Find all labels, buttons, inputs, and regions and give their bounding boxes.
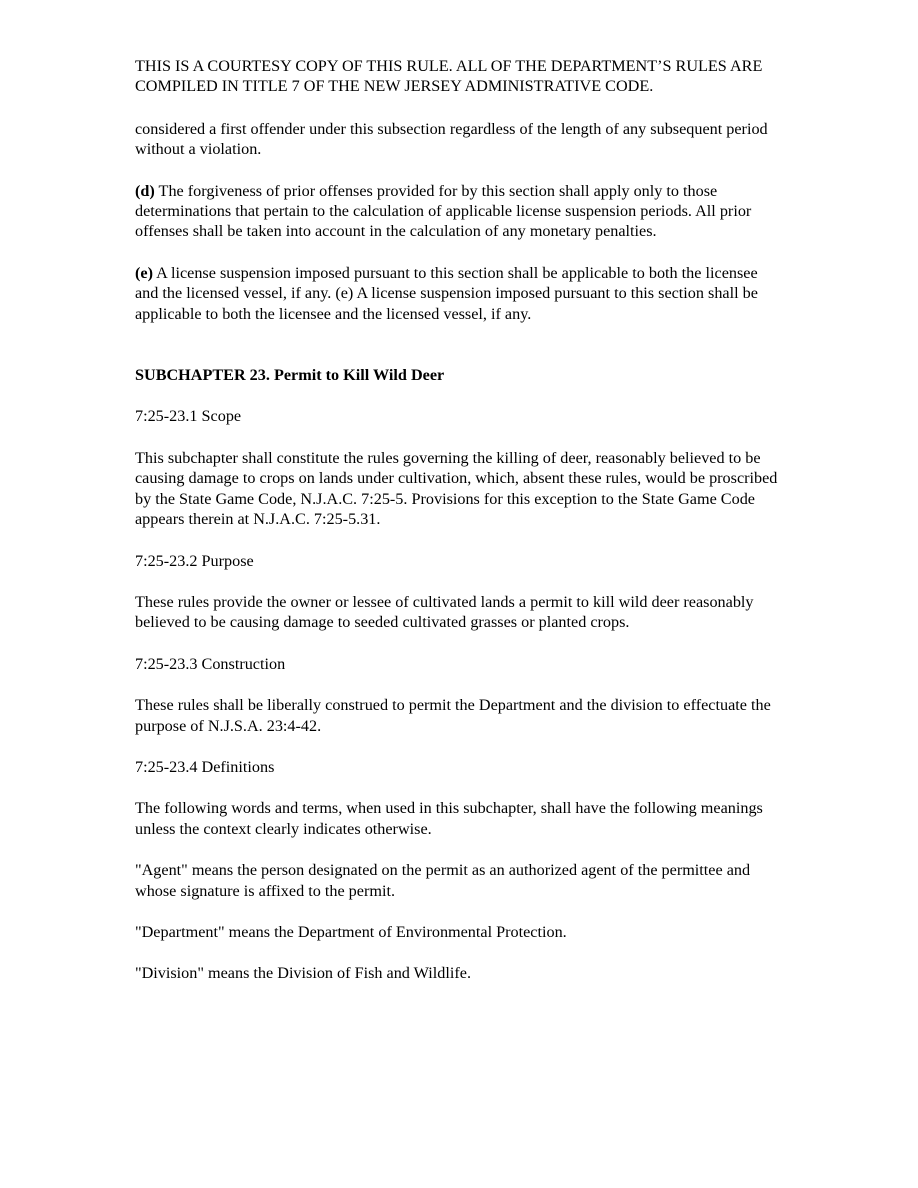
section-heading-scope: 7:25-23.1 Scope [135, 407, 242, 426]
definition-division: "Division" means the Division of Fish and Wildlife. [135, 964, 471, 983]
courtesy-copy-notice: THIS IS A COURTESY COPY OF THIS RULE. ALL OF THE DEPARTMENT’S RULES ARE COMPILED IN TITLE 7 OF THE NEW JERSEY ADMINISTRATIVE CODE. [135, 57, 763, 96]
section-heading-purpose: 7:25-23.2 Purpose [135, 551, 254, 570]
paragraph-e-text: A license suspension imposed pursuant to this section shall be applicable to both the licensee and the licensed vessel, if any. (e) A license suspension imposed pursuant to this section shall be applicable to both the licensee and the licensed vessel, if any. [135, 263, 758, 323]
document-page [135, 56, 780, 1005]
paragraph-e [135, 263, 780, 324]
section-body-scope: This subchapter shall constitute the rules governing the killing of deer, reasonably believed to be causing damage to crops on lands under cultivation, which, absent these rules, would be proscribed by the State Game Code, N.J.A.C. 7:25-5. Provisions for this exception to the State Game Code appears therein at N.J.A.C. 7:25-5.31. [135, 448, 778, 529]
continuation-paragraph: considered a first offender under this subsection regardless of the length of any subsequent period without a violation. [135, 119, 768, 159]
paragraph-e-label: (e) [135, 263, 153, 282]
paragraph-d [135, 181, 780, 242]
definition-department: "Department" means the Department of Environmental Protection. [135, 922, 567, 941]
section-heading-definitions: 7:25-23.4 Definitions [135, 757, 275, 776]
paragraph-d-text: The forgiveness of prior offenses provided for by this section shall apply only to those determinations that pertain to the calculation of applicable license suspension periods. All prior offenses shall be taken into account in the calculation of any monetary penalties. [135, 181, 752, 241]
paragraph-d-label: (d) [135, 181, 155, 200]
section-heading-construction: 7:25-23.3 Construction [135, 654, 286, 673]
definitions-intro: The following words and terms, when used in this subchapter, shall have the following meanings unless the context clearly indicates otherwise. [135, 799, 763, 838]
definition-agent: "Agent" means the person designated on the permit as an authorized agent of the permittee and whose signature is affixed to the permit. [135, 861, 751, 900]
subchapter-title: SUBCHAPTER 23. Permit to Kill Wild Deer [135, 366, 445, 385]
section-body-construction: These rules shall be liberally construed to permit the Department and the division to effectuate the purpose of N.J.S.A. 23:4-42. [135, 696, 771, 735]
section-body-purpose: These rules provide the owner or lessee of cultivated lands a permit to kill wild deer reasonably believed to be causing damage to seeded cultivated grasses or planted crops. [135, 592, 754, 632]
